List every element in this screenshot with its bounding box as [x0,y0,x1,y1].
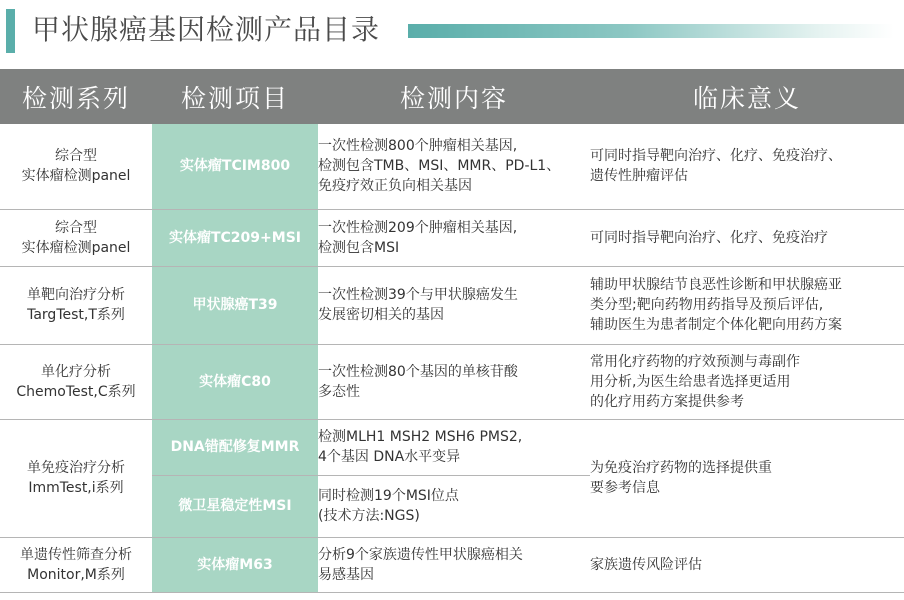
title-bar [0,0,904,62]
meaning-cell [590,209,904,266]
title-accent-bar [6,9,15,53]
header-item: 检测项目 [152,69,318,124]
header-series: 检测系列 [0,69,152,124]
meaning-line: 遗传性肿瘤评估 [590,168,688,185]
series-name: 单免疫治疗分析 [27,460,125,476]
table-row [0,344,904,419]
series-subname: ImmTest,i系列 [28,480,124,496]
content-line: 多态性 [318,383,360,400]
series-cell [0,124,152,209]
item-cell: 实体瘤M63 [152,537,318,592]
item-cell: 实体瘤TC209+MSI [152,209,318,266]
meaning-line: 类分型;靶向药物用药指导及预后评估, [590,297,824,313]
series-name: 单遗传性筛查分析 [20,546,132,563]
series-subname: ChemoTest,C系列 [16,383,136,400]
series-subname: 实体瘤检测panel [21,239,131,256]
content-cell [318,124,590,209]
content-line: (技术方法:NGS) [318,508,420,524]
series-name: 综合型 [55,148,97,165]
meaning-line: 辅助甲状腺结节良恶性诊断和甲状腺癌亚 [590,277,842,293]
meaning-line: 可同时指导靶向治疗、化疗、免疫治疗、 [590,148,842,165]
table-row [0,266,904,344]
meaning-cell [590,344,904,419]
content-cell [318,209,590,266]
meaning-cell [590,124,904,209]
meaning-cell [590,266,904,344]
content-line: 发展密切相关的基因 [318,307,444,323]
item-cell: DNA错配修复MMR [152,419,318,475]
series-name: 单化疗分析 [41,363,111,380]
content-line: 检测MLH1 MSH2 MSH6 PMS2, [318,429,523,445]
header-meaning: 临床意义 [590,69,904,124]
item-cell: 实体瘤TCIM800 [152,124,318,209]
content-line: 同时检测19个MSI位点 [318,488,459,504]
header-content: 检测内容 [318,69,590,124]
table-row [0,537,904,592]
series-cell [0,209,152,266]
content-cell [318,537,590,592]
content-line: 检测包含MSI [318,239,400,256]
content-line: 一次性检测39个与甲状腺癌发生 [318,287,518,303]
series-subname: TargTest,T系列 [27,307,125,323]
meaning-line: 要参考信息 [590,480,660,496]
meaning-line: 可同时指导靶向治疗、化疗、免疫治疗 [590,229,828,246]
meaning-line: 用分析,为医生给患者选择更适用 [590,373,791,390]
meaning-cell [590,419,904,537]
content-line: 4个基因 DNA水平变异 [318,449,461,465]
item-cell: 实体瘤C80 [152,344,318,419]
series-cell [0,266,152,344]
content-line: 一次性检测80个基因的单核苷酸 [318,363,518,380]
content-line: 一次性检测800个肿瘤相关基因, [318,138,518,155]
series-name: 综合型 [55,219,97,236]
content-cell [318,475,590,537]
content-line: 检测包含TMB、MSI、MMR、PD-L1、 [318,158,561,175]
content-line: 一次性检测209个肿瘤相关基因, [318,219,518,236]
content-cell [318,344,590,419]
table-row [0,209,904,266]
table-row [0,419,904,475]
series-subname: Monitor,M系列 [27,566,125,583]
series-name: 单靶向治疗分析 [27,287,125,303]
meaning-line: 为免疫治疗药物的选择提供重 [590,460,772,476]
meaning-cell [590,537,904,592]
content-line: 易感基因 [318,566,374,583]
item-cell: 微卫星稳定性MSI [152,475,318,537]
table-header-row [0,69,904,124]
meaning-line: 常用化疗药物的疗效预测与毒副作 [590,353,800,370]
series-cell [0,419,152,537]
table-row [0,124,904,209]
series-cell [0,344,152,419]
content-line: 分析9个家族遗传性甲状腺癌相关 [318,546,523,563]
meaning-line: 的化疗用药方案提供参考 [590,393,744,410]
meaning-line: 辅助医生为患者制定个体化靶向用药方案 [590,317,842,333]
series-cell [0,537,152,592]
item-cell: 甲状腺癌T39 [152,266,318,344]
content-line: 免疫疗效正负向相关基因 [318,178,472,195]
series-subname: 实体瘤检测panel [21,168,131,185]
content-cell [318,266,590,344]
meaning-line: 家族遗传风险评估 [590,556,702,573]
page-title: 甲状腺癌基因检测产品目录 [32,13,381,46]
product-catalog-table [0,69,904,593]
content-cell [318,419,590,475]
title-gradient-bar [408,24,894,38]
